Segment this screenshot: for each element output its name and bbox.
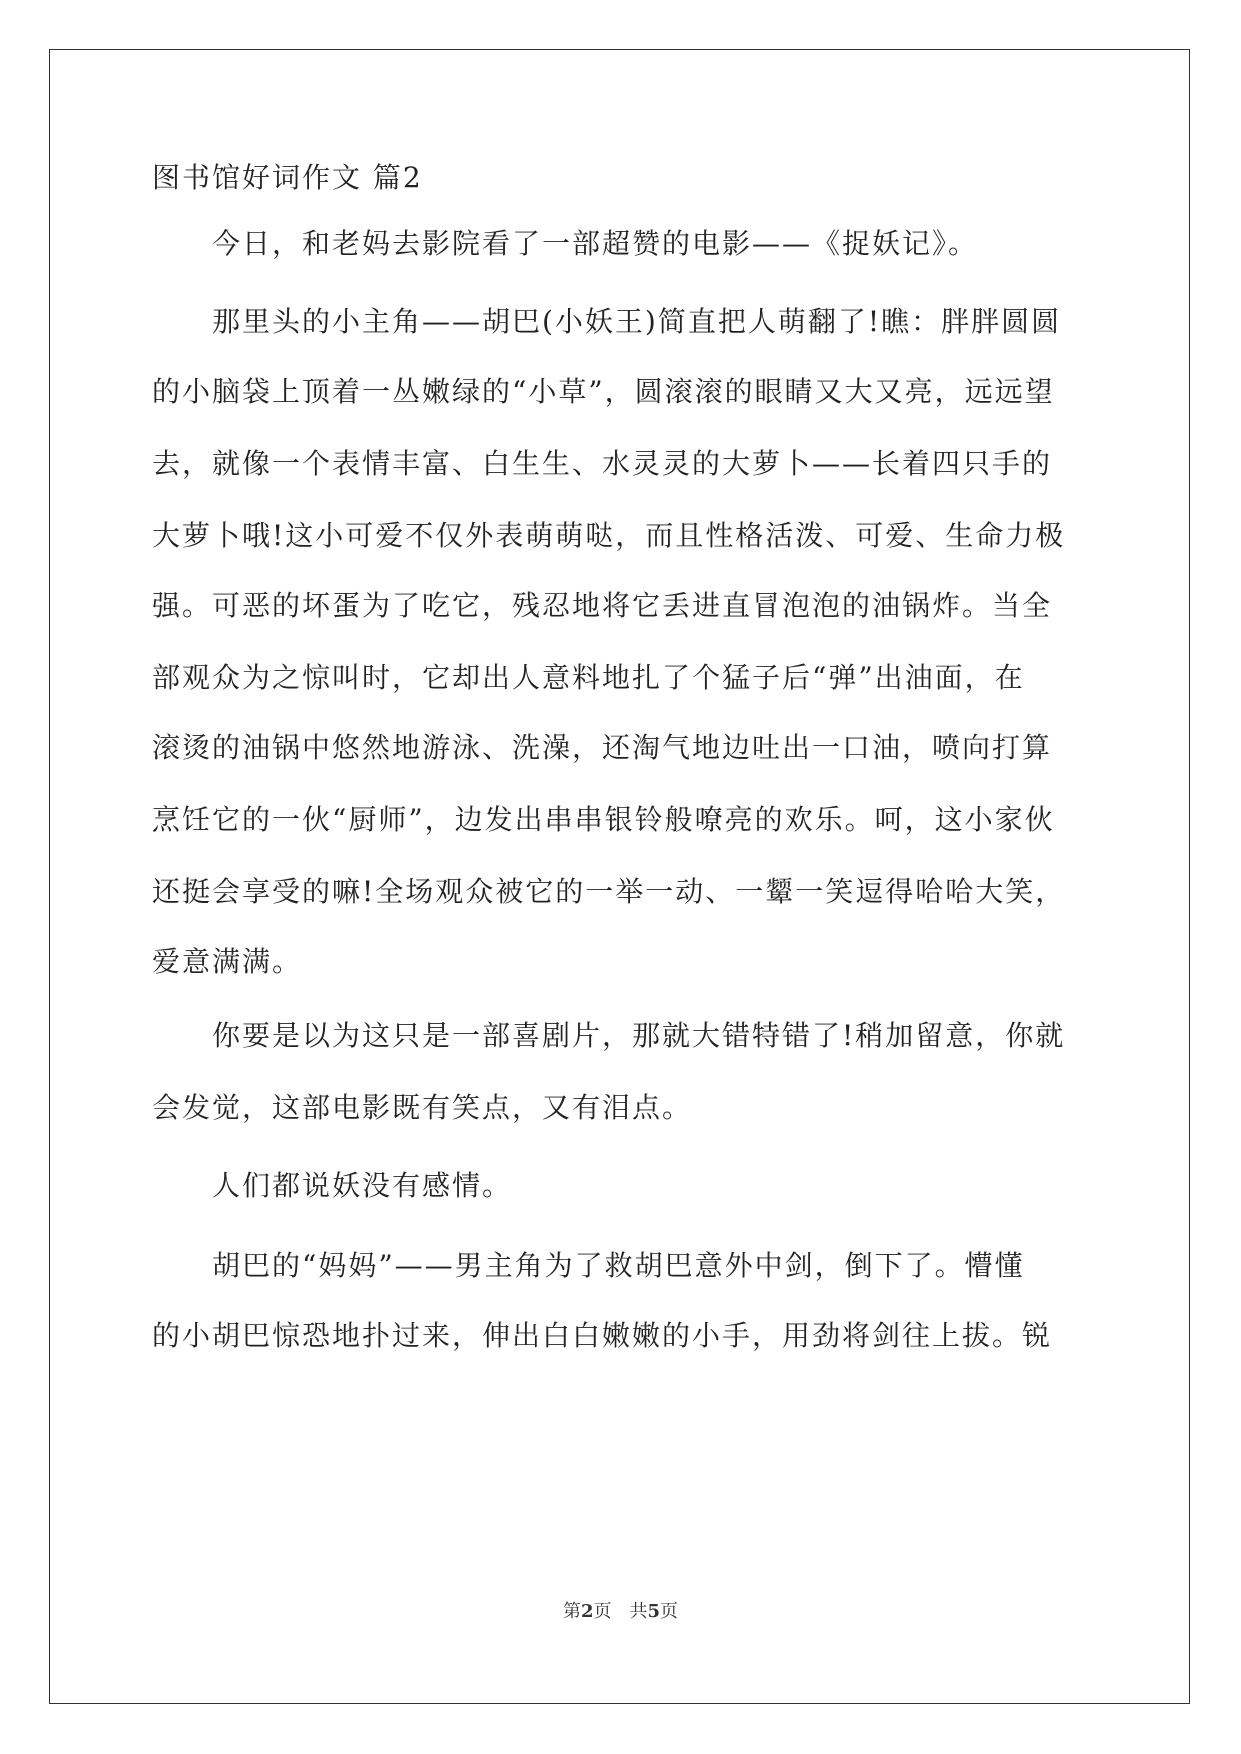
page-number-current: 2: [580, 1601, 594, 1622]
paragraph-line: 的小胡巴惊恐地扑过来，伸出白白嫩嫩的小手，用劲将剑往上拔。锐: [152, 1319, 1053, 1352]
paragraph-line: 的小脑袋上顶着一丛嫩绿的“小草”，圆滚滚的眼睛又大又亮，远远望: [152, 375, 1055, 408]
page-footer: [0, 1600, 1241, 1624]
paragraph-line: 去，就像一个表情丰富、白生生、水灵灵的大萝卜——长着四只手的: [152, 447, 1053, 480]
paragraph-line: 人们都说妖没有感情。: [212, 1169, 513, 1202]
paragraph-line: 还挺会享受的嘛!全场观众被它的一举一动、一颦一笑逗得哈哈大笑，: [152, 875, 1066, 908]
paragraph-line: 强。可恶的坏蛋为了吃它，残忍地将它丢进直冒泡泡的油锅炸。当全: [152, 589, 1053, 622]
paragraph-line: 爱意满满。: [152, 945, 303, 978]
paragraph-line: 大萝卜哦!这小可爱不仅外表萌萌哒，而且性格活泼、可爱、生命力极: [152, 519, 1066, 552]
section-heading: 图书馆好词作文 篇2: [152, 161, 423, 194]
page-number-prefix: 第: [562, 1601, 581, 1622]
paragraph-line: 会发觉，这部电影既有笑点，又有泪点。: [152, 1091, 693, 1124]
paragraph-line: 胡巴的“妈妈”——男主角为了救胡巴意外中剑，倒下了。懵懂: [212, 1249, 1025, 1282]
paragraph-line: 你要是以为这只是一部喜剧片，那就大错特错了!稍加留意，你就: [212, 1019, 1066, 1052]
page-number-total: 5: [647, 1601, 661, 1622]
page-number-mid: 页 共: [593, 1601, 648, 1622]
paragraph-line: 滚烫的油锅中悠然地游泳、洗澡，还淘气地边吐出一口油，喷向打算: [152, 731, 1053, 764]
paragraph-line: 今日，和老妈去影院看了一部超赞的电影——《捉妖记》。: [212, 227, 979, 260]
paragraph-line: 那里头的小主角——胡巴(小妖王)简直把人萌翻了!瞧：胖胖圆圆: [212, 305, 1062, 338]
paragraph-line: 部观众为之惊叫时，它却出人意料地扎了个猛子后“弹”出油面，在: [152, 661, 1025, 694]
paragraph-line: 烹饪它的一伙“厨师”，边发出串串银铃般嘹亮的欢乐。呵，这小家伙: [152, 803, 1055, 836]
page-number-suffix: 页: [660, 1601, 679, 1622]
